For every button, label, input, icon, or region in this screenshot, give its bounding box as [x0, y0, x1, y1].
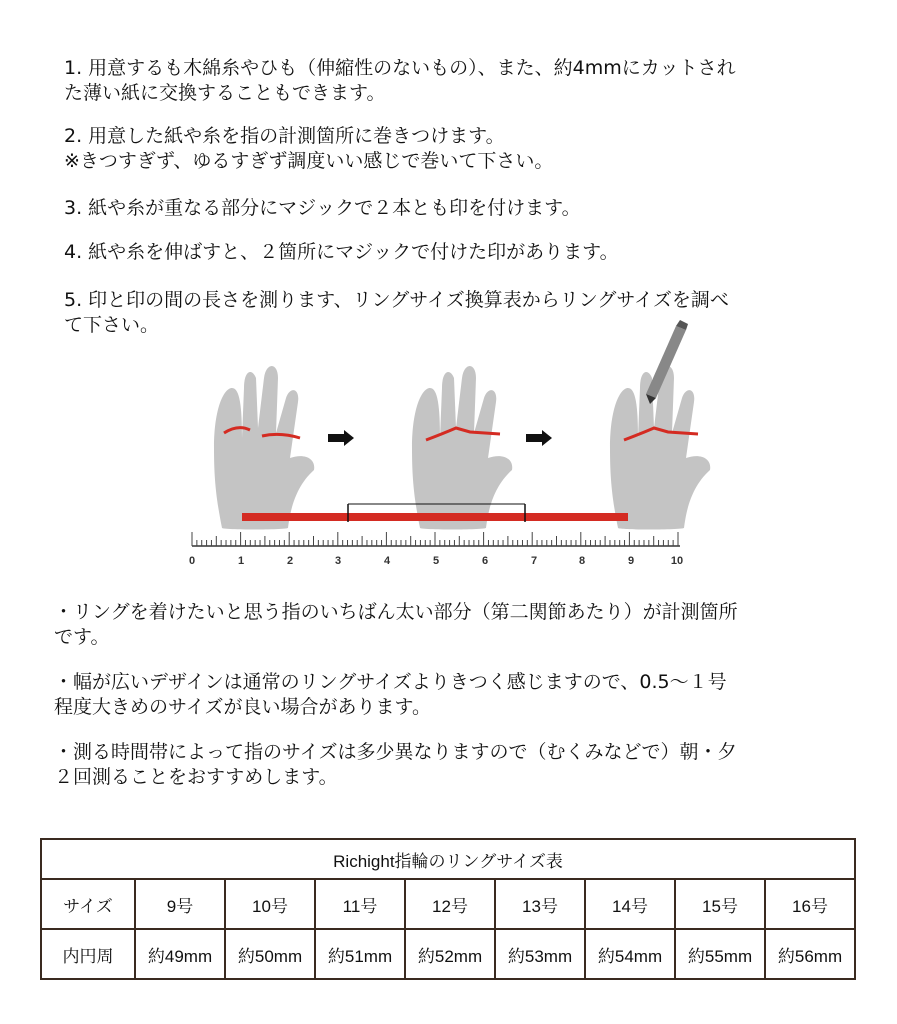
step-5-line-2: て下さい。 — [64, 314, 160, 336]
step-2-line-2: ※きつすぎず、ゆるすぎず調度いい感じで巻いて下さい。 — [64, 150, 554, 172]
table-title: Richight指輪のリングサイズ表 — [41, 839, 855, 879]
circumference-cell: 約52mm — [405, 929, 495, 979]
step-1-line-1: 1. 用意するも木綿糸やひも（伸縮性のないもの）、また、約4mmにカットされ — [64, 57, 736, 79]
hand-1-icon — [214, 366, 314, 530]
note-2-line-2: 程度大きめのサイズが良い場合があります。 — [54, 696, 431, 718]
note-2 — [54, 670, 864, 720]
ruler-number: 10 — [670, 555, 684, 567]
size-cell: 10号 — [225, 879, 315, 929]
ruler-number: 1 — [237, 555, 245, 567]
size-cell: 16号 — [765, 879, 855, 929]
table-row-size — [41, 879, 855, 929]
ruler-number: 8 — [578, 555, 586, 567]
note-1-line-2: です。 — [54, 626, 110, 648]
ruler-number: 4 — [383, 555, 391, 567]
ruler-number: 3 — [334, 555, 342, 567]
circumference-cell: 約50mm — [225, 929, 315, 979]
row-label-size: サイズ — [41, 879, 135, 929]
note-3-line-2: ２回測ることをおすすめします。 — [54, 766, 338, 788]
size-cell: 11号 — [315, 879, 405, 929]
step-3 — [64, 196, 864, 221]
hand-3-icon — [610, 366, 710, 530]
size-cell: 14号 — [585, 879, 675, 929]
step-2-line-1: 2. 用意した紙や糸を指の計測箇所に巻きつけます。 — [64, 125, 505, 147]
step-3-line-1: 3. 紙や糸が重なる部分にマジックで２本とも印を付けます。 — [64, 197, 581, 219]
note-2-line-1: ・幅が広いデザインは通常のリングサイズよりきつく感じますので、0.5～１号 — [54, 671, 727, 693]
step-1 — [64, 56, 864, 106]
measurement-illustration — [180, 318, 720, 578]
step-5-line-1: 5. 印と印の間の長さを測ります、リングサイズ換算表からリングサイズを調べ — [64, 289, 729, 311]
ruler-number: 7 — [530, 555, 538, 567]
step-4-line-1: 4. 紙や糸を伸ばすと、２箇所にマジックで付けた印があります。 — [64, 241, 619, 263]
step-1-line-2: た薄い紙に交換することもできます。 — [64, 82, 386, 104]
size-cell: 9号 — [135, 879, 225, 929]
circumference-cell: 約55mm — [675, 929, 765, 979]
size-cell: 15号 — [675, 879, 765, 929]
ruler — [189, 532, 683, 567]
ring-size-table — [40, 838, 856, 980]
step-2 — [64, 124, 864, 174]
ruler-number: 6 — [481, 555, 489, 567]
note-3-line-1: ・測る時間帯によって指のサイズは多少異なりますので（むくみなどで）朝・夕 — [54, 741, 737, 763]
circumference-cell: 約54mm — [585, 929, 675, 979]
step-4 — [64, 240, 864, 265]
circumference-cell: 約49mm — [135, 929, 225, 979]
size-cell: 12号 — [405, 879, 495, 929]
table-row-circumference — [41, 929, 855, 979]
ruler-number: 0 — [188, 555, 196, 567]
circumference-cell: 約53mm — [495, 929, 585, 979]
note-3 — [54, 740, 864, 790]
note-1-line-1: ・リングを着けたいと思う指のいちばん太い部分（第二関節あたり）が計測箇所 — [54, 601, 738, 623]
circumference-cell: 約51mm — [315, 929, 405, 979]
ruler-number: 5 — [432, 555, 440, 567]
note-1 — [54, 600, 864, 650]
size-cell: 13号 — [495, 879, 585, 929]
arrow-right-icon — [526, 430, 552, 446]
row-label-circumference: 内円周 — [41, 929, 135, 979]
circumference-cell: 約56mm — [765, 929, 855, 979]
arrow-right-icon — [328, 430, 354, 446]
hand-2-icon — [412, 366, 512, 530]
ruler-number: 2 — [286, 555, 294, 567]
ruler-number: 9 — [627, 555, 635, 567]
